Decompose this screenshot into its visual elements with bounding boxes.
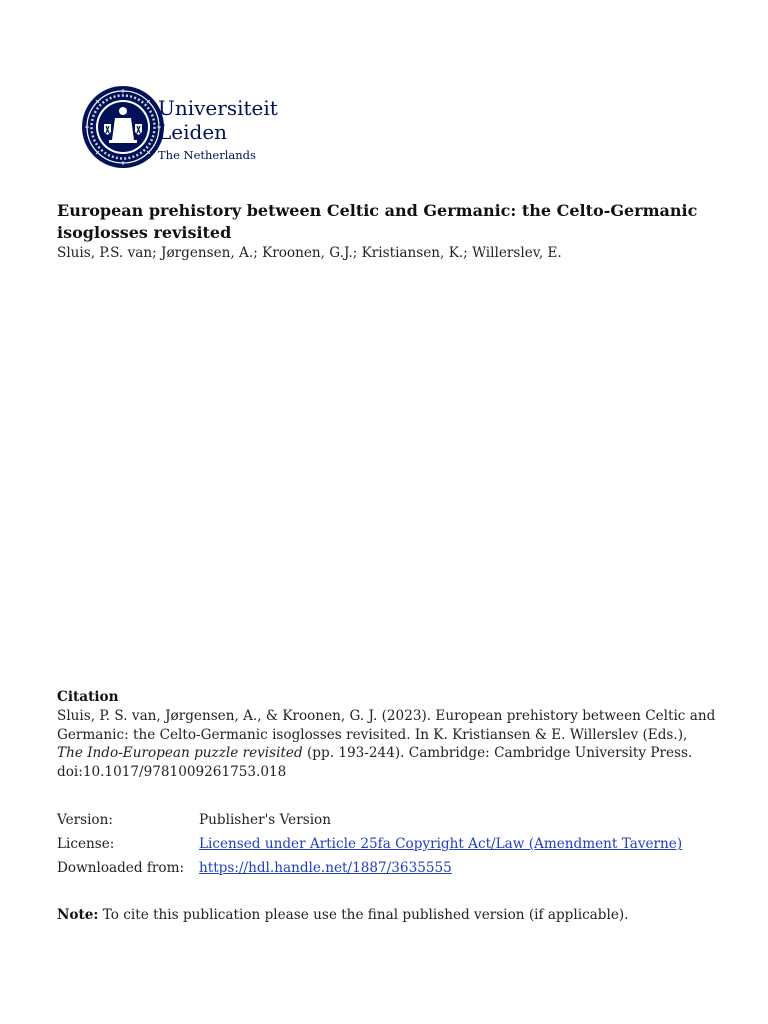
license-label: License: (57, 836, 115, 852)
citation-text-before: Sluis, P. S. van, Jørgensen, A., & Kroonen, G. J. (2023). European prehistory between Celtic and Germanic: the Celto-Germanic isoglosses revisited. In K. Kristiansen & E. Willerslev (Eds.), (57, 708, 716, 743)
license-link[interactable]: Licensed under Article 25fa Copyright Act/Law (Amendment Taverne) (199, 836, 683, 852)
version-label: Version: (57, 812, 113, 828)
note-label: Note: (57, 907, 99, 923)
university-seal-icon (80, 84, 166, 170)
university-wordmark (158, 96, 278, 163)
publication-authors: Sluis, P.S. van; Jørgensen, A.; Kroonen, G.J.; Kristiansen, K.; Willerslev, E. (57, 245, 562, 261)
publication-title: European prehistory between Celtic and Germanic: the Celto-Germanic isoglosses revisited (57, 201, 698, 242)
citation-text-after: (pp. 193-244). Cambridge: Cambridge University Press. doi:10.1017/9781009261753.018 (57, 745, 693, 780)
wordmark-the-netherlands: The Netherlands (158, 148, 256, 162)
wordmark-leiden: Leiden (158, 120, 228, 144)
citation-book-title: The Indo-European puzzle revisited (57, 745, 303, 762)
note-text: To cite this publication please use the final published version (if applicable). (98, 907, 629, 923)
citation-text (57, 707, 717, 781)
handle-link[interactable]: https://hdl.handle.net/1887/3635555 (199, 860, 452, 876)
citation-heading: Citation (57, 689, 119, 705)
downloaded-label: Downloaded from: (57, 860, 185, 876)
university-logo (80, 84, 280, 172)
note (57, 906, 629, 924)
version-value: Publisher's Version (199, 812, 331, 828)
wordmark-universiteit: Universiteit (158, 96, 278, 120)
